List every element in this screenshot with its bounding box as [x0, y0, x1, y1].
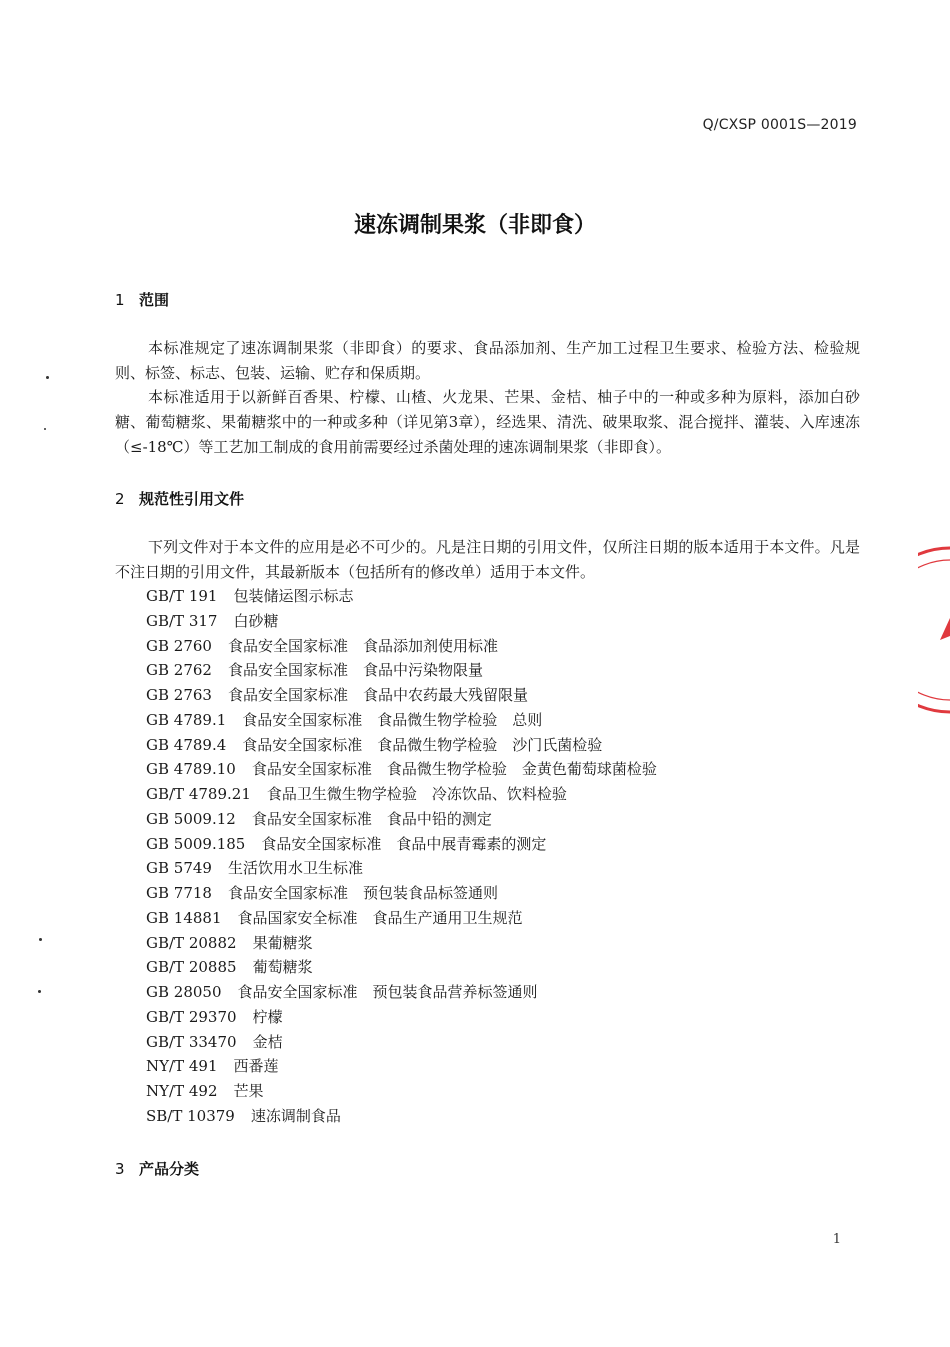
reference-code: GB/T 20882	[146, 933, 237, 952]
reference-title: 食品安全国家标准 食品微生物学检验 金黄色葡萄球菌检验	[251, 760, 657, 779]
reference-item	[146, 708, 846, 733]
reference-list	[146, 584, 846, 1129]
reference-code: GB 2763	[146, 686, 212, 704]
scope-paragraph-1: 本标准规定了速冻调制果浆（非即食）的要求、食品添加剂、生产加工过程卫生要求、检验方法、检验规则、标签、标志、包装、运输、贮存和保质期。	[115, 339, 860, 382]
reference-code: GB/T 317	[146, 611, 218, 630]
references-intro-paragraph: 下列文件对于本文件的应用是必不可少的。凡是注日期的引用文件，仅所注日期的版本适用于本文件。凡是不注日期的引用文件，其最新版本（包括所有的修改单）适用于本文件。	[115, 538, 860, 581]
reference-title: 食品安全国家标准 食品添加剂使用标准	[227, 636, 498, 655]
reference-item	[146, 906, 846, 931]
section-number: 2	[115, 490, 125, 508]
reference-item	[146, 980, 846, 1005]
reference-item	[146, 609, 846, 634]
scan-speck	[46, 376, 49, 379]
reference-item	[146, 1054, 846, 1079]
reference-title: 葡萄糖浆	[252, 958, 313, 977]
reference-code: GB 5749	[146, 859, 212, 878]
reference-item	[146, 931, 846, 956]
reference-item	[146, 782, 846, 807]
reference-title: 白砂糖	[233, 611, 279, 630]
seal-star	[940, 618, 950, 640]
reference-code: GB 14881	[146, 908, 222, 927]
reference-code: GB 7718	[146, 884, 212, 902]
scan-speck	[44, 428, 46, 430]
reference-title: 食品安全国家标准 预包装食品标签通则	[227, 884, 498, 902]
reference-title: 速冻调制食品	[250, 1106, 341, 1125]
section-heading-scope	[115, 289, 169, 310]
reference-title: 食品国家安全标准 食品生产通用卫生规范	[237, 908, 523, 927]
reference-code: GB 4789.4	[146, 735, 227, 754]
reference-item	[146, 856, 846, 881]
reference-item	[146, 757, 846, 782]
reference-item	[146, 955, 846, 980]
reference-item	[146, 683, 846, 708]
reference-item	[146, 1104, 846, 1129]
reference-code: GB/T 4789.21	[146, 785, 251, 803]
reference-item	[146, 733, 846, 758]
reference-title: 果葡糖浆	[252, 933, 313, 952]
reference-code: GB 28050	[146, 983, 222, 1001]
reference-title: 食品安全国家标准 食品中铅的测定	[251, 809, 492, 828]
reference-item	[146, 807, 846, 832]
reference-code: GB/T 20885	[146, 958, 237, 977]
section-title: 规范性引用文件	[139, 490, 245, 508]
reference-title: 食品安全国家标准 预包装食品营养标签通则	[237, 983, 538, 1001]
reference-code: GB 5009.185	[146, 834, 246, 853]
reference-code: GB 5009.12	[146, 809, 236, 828]
reference-code: NY/T 492	[146, 1082, 218, 1100]
reference-item	[146, 584, 846, 609]
section-title: 产品分类	[139, 1160, 200, 1178]
reference-code: SB/T 10379	[146, 1106, 235, 1125]
page-number: 1	[832, 1232, 841, 1247]
reference-item	[146, 634, 846, 659]
reference-item	[146, 1030, 846, 1055]
reference-title: 食品安全国家标准 食品中污染物限量	[227, 661, 483, 680]
reference-title: 食品卫生微生物学检验 冷冻饮品、饮料检验	[266, 785, 567, 803]
reference-code: GB 4789.1	[146, 710, 227, 729]
reference-title: 食品安全国家标准 食品中展青霉素的测定	[261, 834, 547, 853]
section-number: 3	[115, 1160, 125, 1178]
reference-item	[146, 1005, 846, 1030]
reference-title: 金桔	[252, 1032, 283, 1051]
reference-title: 西番莲	[233, 1057, 279, 1076]
reference-item	[146, 1079, 846, 1104]
reference-title: 芒果	[233, 1082, 264, 1100]
section-heading-normative-references	[115, 488, 244, 509]
reference-item	[146, 881, 846, 906]
reference-title: 生活饮用水卫生标准	[227, 859, 363, 878]
document-title: 速冻调制果浆（非即食）	[353, 213, 596, 238]
reference-code: GB 2760	[146, 636, 212, 655]
scan-speck	[38, 990, 41, 993]
reference-title: 柠檬	[252, 1007, 283, 1026]
reference-title: 食品安全国家标准 食品微生物学检验 总则	[242, 710, 543, 729]
section-title: 范围	[139, 291, 170, 309]
reference-code: NY/T 491	[146, 1057, 218, 1076]
reference-item	[146, 658, 846, 683]
reference-code: GB/T 33470	[146, 1032, 237, 1051]
standard-code: Q/CXSP 0001S—2019	[702, 117, 857, 133]
reference-title: 食品安全国家标准 食品中农药最大残留限量	[227, 686, 528, 704]
section-heading-product-classification	[115, 1158, 199, 1179]
scope-paragraph-2: 本标准适用于以新鲜百香果、柠檬、山楂、火龙果、芒果、金桔、柚子中的一种或多种为原料，添加白砂糖、葡萄糖浆、果葡糖浆中的一种或多种（详见第3章），经选果、清洗、破果取浆、混合搅拌、灌装、入库速冻（≤-18℃）等工艺加工制成的食用前需要经过杀菌处理的速冻调制果浆（非即食）。	[115, 388, 860, 456]
section-number: 1	[115, 291, 125, 309]
reference-code: GB/T 29370	[146, 1007, 237, 1026]
reference-code: GB/T 191	[146, 587, 218, 605]
reference-item	[146, 832, 846, 857]
reference-code: GB 2762	[146, 661, 212, 680]
reference-title: 食品安全国家标准 食品微生物学检验 沙门氏菌检验	[242, 735, 603, 754]
scan-speck	[39, 938, 42, 941]
reference-title: 包装储运图示标志	[233, 587, 354, 605]
reference-code: GB 4789.10	[146, 760, 236, 779]
seal-stamp-icon	[918, 540, 950, 720]
